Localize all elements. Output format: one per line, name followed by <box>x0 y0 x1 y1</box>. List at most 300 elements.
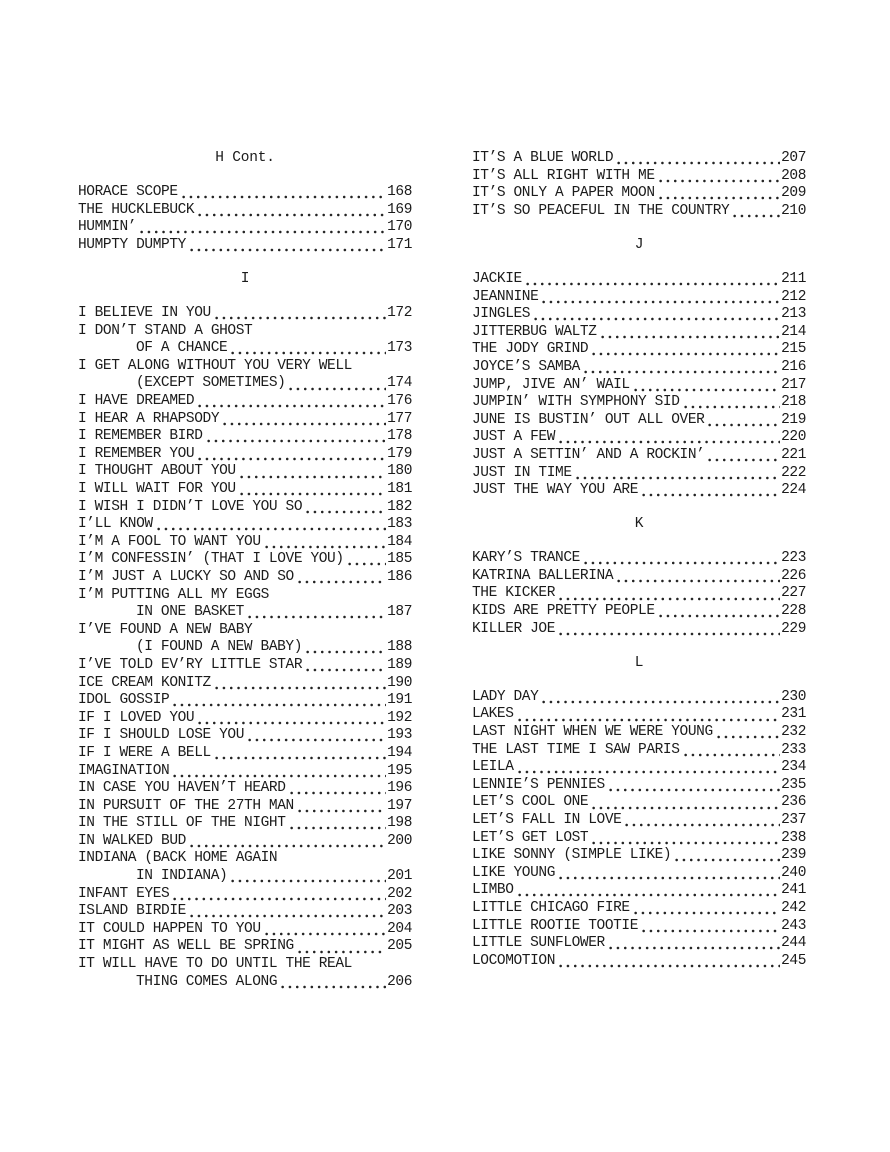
entry-title: THE LAST TIME I SAW PARIS <box>472 741 680 758</box>
page-number: 203 <box>387 903 412 920</box>
page-number: 187 <box>387 604 412 621</box>
page-number: 200 <box>387 832 412 849</box>
section-heading: K <box>634 516 644 533</box>
index-entry <box>78 675 412 693</box>
entry-title: I’LL KNOW <box>78 516 153 533</box>
entry-title: I GET ALONG WITHOUT YOU VERY WELL <box>78 357 352 374</box>
index-entry <box>472 412 806 430</box>
entry-title: IN PURSUIT OF THE 27TH MAN <box>78 797 294 814</box>
index-entry <box>472 777 806 795</box>
index-entry <box>78 833 412 851</box>
index-entry <box>472 185 806 203</box>
page-number: 212 <box>781 288 806 305</box>
page-number: 240 <box>781 864 806 881</box>
index-entry <box>78 780 412 798</box>
entry-title: KILLER JOE <box>472 620 556 637</box>
dot-leader <box>706 451 780 465</box>
index-entry-wrapped-line <box>78 622 412 640</box>
page-number: 173 <box>387 340 412 357</box>
dot-leader <box>590 833 780 847</box>
entry-title: IN THE STILL OF THE NIGHT <box>78 815 286 832</box>
index-section <box>78 150 412 254</box>
page-number: 186 <box>387 568 412 585</box>
page-number: 243 <box>781 917 806 934</box>
index-entry <box>472 759 806 777</box>
index-entry <box>78 305 412 323</box>
page-number: 208 <box>781 167 806 184</box>
page-number: 245 <box>781 952 806 969</box>
index-entry <box>78 463 412 481</box>
index-entry <box>78 974 412 992</box>
dot-leader <box>532 310 780 324</box>
dot-leader <box>155 520 386 534</box>
entry-title: LEILA <box>472 759 514 776</box>
index-entry <box>472 742 806 760</box>
index-entry <box>78 657 412 675</box>
dot-leader <box>557 589 780 603</box>
dot-leader <box>557 869 780 883</box>
dot-leader <box>731 207 780 221</box>
entry-title: THE KICKER <box>472 585 556 602</box>
index-entry <box>78 411 412 429</box>
index-entry <box>78 798 412 816</box>
entry-title-continuation: (EXCEPT SOMETIMES) <box>136 375 286 392</box>
index-entry <box>78 815 412 833</box>
index-entry <box>78 604 412 622</box>
index-entry <box>472 724 806 742</box>
page-number: 220 <box>781 429 806 446</box>
index-entry <box>78 886 412 904</box>
page-number: 224 <box>781 482 806 499</box>
dot-leader <box>304 661 386 675</box>
entry-title: I REMEMBER YOU <box>78 445 195 462</box>
page-number: 235 <box>781 776 806 793</box>
dot-leader <box>196 397 386 411</box>
entry-title: I’M PUTTING ALL MY EGGS <box>78 586 269 603</box>
entry-title: THE HUCKLEBUCK <box>78 201 195 218</box>
entry-title: JUST A FEW <box>472 429 556 446</box>
page-number: 205 <box>387 938 412 955</box>
entry-title: ICE CREAM KONITZ <box>78 674 211 691</box>
page-number: 182 <box>387 498 412 515</box>
index-entry <box>472 794 806 812</box>
index-entry <box>472 429 806 447</box>
dot-leader <box>288 819 387 833</box>
index-entry <box>78 202 412 220</box>
index-entry <box>78 516 412 534</box>
entry-title: INDIANA (BACK HOME AGAIN <box>78 850 278 867</box>
page-number: 184 <box>387 533 412 550</box>
page-number: 198 <box>387 815 412 832</box>
index-entry <box>472 706 806 724</box>
page-number: 202 <box>387 885 412 902</box>
index-entry <box>472 830 806 848</box>
page-number: 196 <box>387 780 412 797</box>
page-number: 183 <box>387 516 412 533</box>
page-number: 215 <box>781 341 806 358</box>
entry-title: LET’S COOL ONE <box>472 794 589 811</box>
page-number: 209 <box>781 185 806 202</box>
page-number: 169 <box>387 201 412 218</box>
entry-title: I BELIEVE IN YOU <box>78 305 211 322</box>
page-number: 241 <box>781 882 806 899</box>
index-section <box>472 237 806 500</box>
index-entry <box>472 168 806 186</box>
entry-title-continuation: IN INDIANA) <box>136 868 228 885</box>
entry-title: IT’S ONLY A PAPER MOON <box>472 185 655 202</box>
dot-leader <box>171 889 386 903</box>
dot-leader <box>516 710 781 724</box>
dot-leader <box>229 872 386 886</box>
dot-leader <box>582 554 780 568</box>
page-number: 214 <box>781 323 806 340</box>
page-number: 178 <box>387 428 412 445</box>
index-entry <box>78 727 412 745</box>
page-number: 236 <box>781 794 806 811</box>
page-number: 244 <box>781 935 806 952</box>
dot-leader <box>715 728 780 742</box>
index-section <box>472 516 806 638</box>
index-entry <box>472 394 806 412</box>
page-number: 218 <box>781 394 806 411</box>
dot-leader <box>196 206 386 220</box>
index-entry <box>78 763 412 781</box>
index-entry <box>78 428 412 446</box>
page-number: 232 <box>781 724 806 741</box>
index-entry <box>472 482 806 500</box>
entry-title: KARY’S TRANCE <box>472 550 580 567</box>
index-entry <box>78 534 412 552</box>
entry-title: I THOUGHT ABOUT YOU <box>78 463 236 480</box>
section-heading: H Cont. <box>215 150 275 166</box>
dot-leader <box>582 363 780 377</box>
index-entry <box>472 900 806 918</box>
index-entry <box>472 918 806 936</box>
index-entry <box>78 237 412 255</box>
dot-leader <box>632 904 780 918</box>
entry-title: LIMBO <box>472 882 514 899</box>
entry-title: KIDS ARE PRETTY PEOPLE <box>472 603 655 620</box>
index-entry <box>78 446 412 464</box>
entry-title: LET’S GET LOST <box>472 829 589 846</box>
entry-title: LET’S FALL IN LOVE <box>472 812 622 828</box>
dot-leader <box>263 925 386 939</box>
entry-title-continuation: IN ONE BASKET <box>136 604 244 621</box>
entry-title: IF I WERE A BELL <box>78 744 211 761</box>
dot-leader <box>263 538 386 552</box>
dot-leader <box>590 345 780 359</box>
page-number: 226 <box>781 567 806 584</box>
dot-leader <box>557 624 780 638</box>
dot-leader <box>607 939 780 953</box>
entry-title: KATRINA BALLERINA <box>472 567 614 584</box>
entry-title: I WISH I DIDN’T LOVE YOU SO <box>78 498 303 515</box>
entry-title-continuation: OF A CHANCE <box>136 340 228 357</box>
page-number: 239 <box>781 847 806 864</box>
dot-leader <box>171 766 386 780</box>
dot-leader <box>246 608 386 622</box>
dot-leader <box>516 763 781 777</box>
dot-leader <box>673 851 780 865</box>
page-number: 177 <box>387 410 412 427</box>
entry-title: I DON’T STAND A GHOST <box>78 322 253 339</box>
entry-title: JINGLES <box>472 306 531 323</box>
index-column-right <box>472 150 806 1152</box>
dot-leader <box>524 275 780 289</box>
entry-title: IT’S A BLUE WORLD <box>472 150 614 166</box>
dot-leader <box>304 643 386 657</box>
entry-title: LAST NIGHT WHEN WE WERE YOUNG <box>472 724 713 741</box>
dot-leader <box>213 678 386 692</box>
entry-title: I’M CONFESSIN’ (THAT I LOVE YOU) <box>78 551 344 568</box>
index-entry <box>472 568 806 586</box>
entry-title: I REMEMBER BIRD <box>78 428 203 445</box>
index-entry <box>472 847 806 865</box>
index-entry <box>78 903 412 921</box>
entry-title: IMAGINATION <box>78 762 170 779</box>
page-number: 197 <box>387 797 412 814</box>
entry-title: LOCOMOTION <box>472 952 556 969</box>
page-number: 217 <box>781 376 806 393</box>
section-heading: L <box>634 654 644 671</box>
page-number: 210 <box>781 202 806 219</box>
page-number: 227 <box>781 585 806 602</box>
page-number: 234 <box>781 759 806 776</box>
dot-leader <box>213 309 386 323</box>
entry-title: IN WALKED BUD <box>78 832 186 849</box>
index-entry <box>78 639 412 657</box>
dot-leader <box>229 344 386 358</box>
entry-title: ISLAND BIRDIE <box>78 903 186 920</box>
index-entry <box>78 921 412 939</box>
page-number: 174 <box>387 375 412 392</box>
index-entry <box>78 481 412 499</box>
section-heading: I <box>240 270 250 287</box>
index-entry-wrapped-line <box>78 323 412 341</box>
entry-title: I HAVE DREAMED <box>78 393 195 410</box>
page-number: 228 <box>781 603 806 620</box>
index-entry <box>78 868 412 886</box>
index-entry <box>472 865 806 883</box>
dot-leader <box>346 555 386 569</box>
page-number: 168 <box>387 184 412 201</box>
index-entry <box>78 569 412 587</box>
page-number: 207 <box>781 150 806 166</box>
dot-leader <box>682 398 781 412</box>
page-number: 206 <box>387 973 412 990</box>
page-number: 170 <box>387 219 412 236</box>
index-entry <box>472 465 806 483</box>
page-number: 221 <box>781 446 806 463</box>
page-number: 189 <box>387 656 412 673</box>
entry-title: HUMPTY DUMPTY <box>78 236 186 253</box>
dot-leader <box>640 486 780 500</box>
dot-leader <box>296 942 386 956</box>
page-number: 180 <box>387 463 412 480</box>
page-number: 229 <box>781 620 806 637</box>
page-number: 233 <box>781 741 806 758</box>
page-number: 237 <box>781 812 806 828</box>
dot-leader <box>188 907 386 921</box>
entry-title-continuation: THING COMES ALONG <box>136 973 278 990</box>
entry-title: IT WILL HAVE TO DO UNTIL THE REAL <box>78 956 352 973</box>
entry-title: HORACE SCOPE <box>78 184 178 201</box>
entry-title: IT MIGHT AS WELL BE SPRING <box>78 938 294 955</box>
section-heading: J <box>634 236 644 253</box>
page-number: 204 <box>387 920 412 937</box>
index-entry <box>78 551 412 569</box>
page-number: 222 <box>781 464 806 481</box>
index-entry <box>472 203 806 221</box>
dot-leader <box>657 189 780 203</box>
dot-leader <box>615 154 780 168</box>
dot-leader <box>540 693 780 707</box>
dot-leader <box>171 696 386 710</box>
entry-title: JOYCE’S SAMBA <box>472 358 580 375</box>
dot-leader <box>304 502 386 516</box>
page-number: 171 <box>387 236 412 253</box>
index-entry <box>78 375 412 393</box>
index-entry <box>472 324 806 342</box>
index-entry <box>78 393 412 411</box>
index-entry <box>472 603 806 621</box>
index-entry <box>78 219 412 237</box>
entry-title: IT’S SO PEACEFUL IN THE COUNTRY <box>472 202 730 219</box>
page-number: 192 <box>387 709 412 726</box>
entry-title: I HEAR A RHAPSODY <box>78 410 220 427</box>
dot-leader <box>607 781 780 795</box>
dot-leader <box>296 802 386 816</box>
index-entry <box>78 710 412 728</box>
page-number: 238 <box>781 829 806 846</box>
page-number: 191 <box>387 692 412 709</box>
dot-leader <box>682 745 781 759</box>
index-entry <box>78 499 412 517</box>
dot-leader <box>590 798 780 812</box>
entry-title: I WILL WAIT FOR YOU <box>78 481 236 497</box>
index-entry <box>78 938 412 956</box>
entry-title: LADY DAY <box>472 688 539 705</box>
page-number: 181 <box>387 481 412 497</box>
entry-title: I’M JUST A LUCKY SO AND SO <box>78 568 294 585</box>
index-entry-wrapped-line <box>78 956 412 974</box>
index-entry <box>472 935 806 953</box>
index-entry <box>472 447 806 465</box>
page-number: 216 <box>781 358 806 375</box>
index-entry-wrapped-line <box>78 850 412 868</box>
entry-title: JUNE IS BUSTIN’ OUT ALL OVER <box>472 411 705 428</box>
page-number: 211 <box>781 270 806 287</box>
dot-leader <box>288 784 387 798</box>
page-number: 176 <box>387 393 412 410</box>
entry-title: HUMMIN’ <box>78 219 137 236</box>
dot-leader <box>599 328 781 342</box>
dot-leader <box>180 188 386 202</box>
page-number: 230 <box>781 688 806 705</box>
dot-leader <box>516 886 781 900</box>
entry-title: LIKE SONNY (SIMPLE LIKE) <box>472 847 672 864</box>
page-number: 194 <box>387 744 412 761</box>
dot-leader <box>188 837 386 851</box>
entry-title: JACKIE <box>472 270 522 287</box>
entry-title: IDOL GOSSIP <box>78 692 170 709</box>
entry-title: I’M A FOOL TO WANT YOU <box>78 533 261 550</box>
dot-leader <box>615 572 780 586</box>
page-number: 193 <box>387 727 412 744</box>
index-entry <box>472 953 806 971</box>
index-entry <box>472 306 806 324</box>
dot-leader <box>196 450 386 464</box>
dot-leader <box>557 957 780 971</box>
index-entry <box>78 745 412 763</box>
entry-title: JUST IN TIME <box>472 464 572 481</box>
entry-title: IT COULD HAPPEN TO YOU <box>78 920 261 937</box>
index-entry <box>472 585 806 603</box>
dot-leader <box>205 432 387 446</box>
dot-leader <box>557 433 780 447</box>
index-section <box>472 150 806 220</box>
page-number: 201 <box>387 868 412 885</box>
index-section <box>78 271 412 991</box>
dot-leader <box>574 468 780 482</box>
dot-leader <box>213 749 386 763</box>
index-entry <box>472 289 806 307</box>
dot-leader <box>623 816 780 830</box>
dot-leader <box>287 379 386 393</box>
index-entry <box>472 689 806 707</box>
dot-leader <box>540 292 780 306</box>
index-column-left <box>78 150 412 1152</box>
entry-title: LITTLE SUNFLOWER <box>472 935 605 952</box>
page-number: 179 <box>387 445 412 462</box>
dot-leader <box>196 714 386 728</box>
page-number: 219 <box>781 411 806 428</box>
index-entry <box>472 882 806 900</box>
dot-leader <box>657 171 780 185</box>
index-entry <box>78 340 412 358</box>
index-entry-wrapped-line <box>78 587 412 605</box>
page-number: 190 <box>387 674 412 691</box>
page-number: 195 <box>387 762 412 779</box>
entry-title: IF I LOVED YOU <box>78 709 195 726</box>
entry-title: THE JODY GRIND <box>472 341 589 358</box>
dot-leader <box>296 573 386 587</box>
index-entry <box>472 377 806 395</box>
entry-title: JUMPIN’ WITH SYMPHONY SID <box>472 394 680 411</box>
index-section <box>472 655 806 971</box>
entry-title: LITTLE ROOTIE TOOTIE <box>472 917 639 934</box>
dot-leader <box>632 380 780 394</box>
entry-title: LITTLE CHICAGO FIRE <box>472 899 630 916</box>
dot-leader <box>238 467 386 481</box>
index-entry <box>472 359 806 377</box>
page-number: 242 <box>781 899 806 916</box>
dot-leader <box>238 485 386 499</box>
entry-title: INFANT EYES <box>78 885 170 902</box>
page-number: 172 <box>387 305 412 322</box>
dot-leader <box>640 921 780 935</box>
dot-leader <box>706 416 780 430</box>
entry-title: JEANNINE <box>472 288 539 305</box>
entry-title: JUMP, JIVE AN’ WAIL <box>472 376 630 393</box>
dot-leader <box>221 414 386 428</box>
index-entry-wrapped-line <box>78 358 412 376</box>
index-entry <box>472 271 806 289</box>
entry-title: I’VE TOLD EV’RY LITTLE STAR <box>78 656 303 673</box>
dot-leader <box>657 607 780 621</box>
dot-leader <box>279 977 386 991</box>
dot-leader <box>246 731 386 745</box>
